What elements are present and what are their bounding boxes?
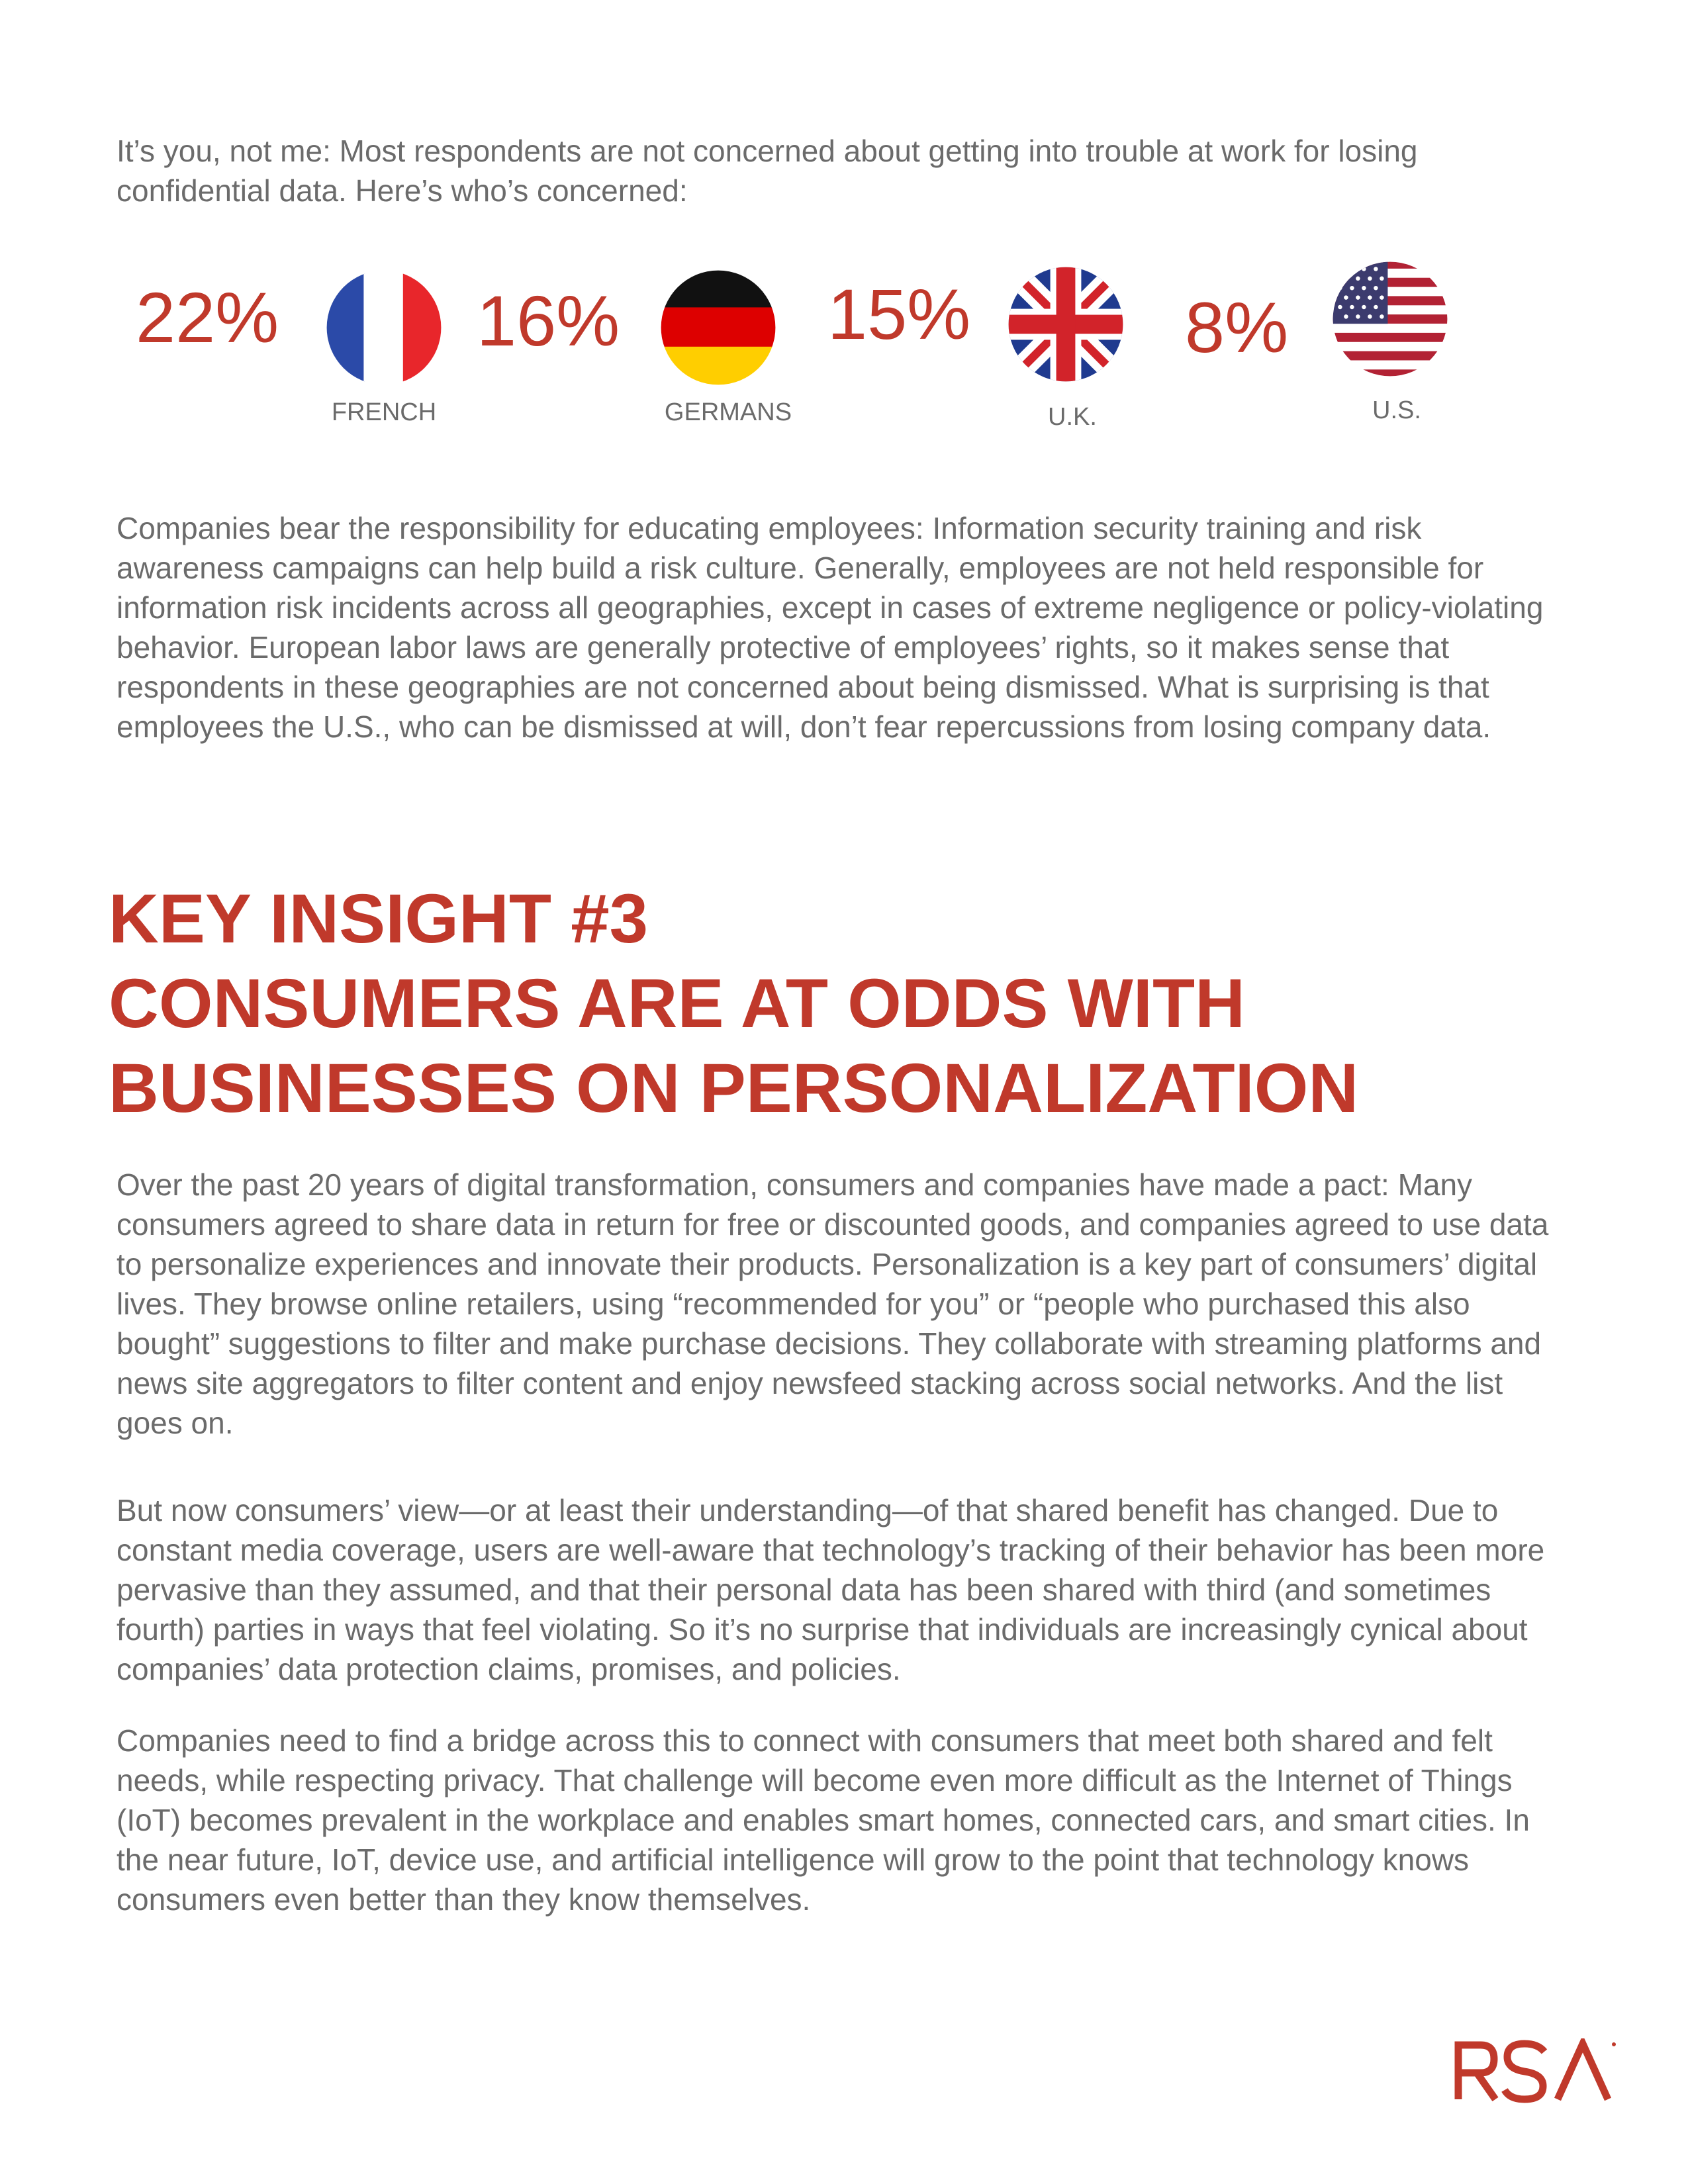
paragraph-digital-transformation: [117, 1165, 1560, 1443]
paragraph-responsibility: [117, 508, 1560, 747]
rsa-logo: [1453, 2038, 1618, 2105]
paragraph-3-text: But now consumers’ view—or at least their understanding—of that shared benefit has changed. Due to constant media coverage, users are well-aware that technology’s tracking of their behavior has been more pervasive than they assumed, and that their personal data has been shared with third (and sometimes fourth) parties in ways that feel violating. So it’s no surprise that individuals are increasingly cynical about companies’ data protection claims, promises, and policies.: [117, 1493, 1545, 1686]
paragraph-4-text: Companies need to find a bridge across this to connect with consumers that meet both shared and felt needs, while respecting privacy. That challenge will become even more difficult as the Internet of Things (IoT) becomes prevalent in the workplace and enables smart homes, connected cars, and smart cities. In the near future, IoT, device use, and artificial intelligence will grow to the point that technology knows consumers even better than they know themselves.: [117, 1723, 1530, 1917]
stat-percent-uk: 15%: [827, 274, 971, 354]
country-label-french: FRENCH: [331, 398, 437, 426]
france-flag-icon: [324, 268, 444, 387]
stat-percent-germans: 16%: [477, 281, 620, 361]
stat-percent-us: 8%: [1185, 287, 1289, 367]
country-label-us: U.S.: [1372, 396, 1421, 424]
intro-text: It’s you, not me: Most respondents are not concerned about getting into trouble at work for losing confidential data. Here’s who’s concerned:: [117, 134, 1418, 208]
paragraph-consumer-view: [117, 1490, 1560, 1689]
section-heading: [109, 877, 1631, 1131]
paragraph-bridge: [117, 1721, 1560, 1919]
heading-line-1: KEY INSIGHT #3: [109, 880, 648, 958]
uk-flag-icon: [1006, 265, 1125, 384]
us-flag-icon: [1331, 259, 1450, 379]
stat-percent-french: 22%: [136, 277, 279, 357]
paragraph-2-text: Over the past 20 years of digital transformation, consumers and companies have made a pact: Many consumers agreed to share data in return for free or discounted goods, and companies agreed to use data to personalize experiences and innovate their products. Personalization is a key part of consumers’ digital lives. They browse online retailers, using “recommended for you” or “people who purchased this also bought” suggestions to filter and make purchase decisions. They collaborate with streaming platforms and news site aggregators to filter content and enjoy newsfeed stacking across social networks. And the list goes on.: [117, 1167, 1549, 1440]
country-label-uk: U.K.: [1048, 403, 1097, 431]
germany-flag-icon: [659, 268, 778, 387]
country-label-germans: GERMANS: [664, 398, 792, 426]
heading-line-3: BUSINESSES ON PERSONALIZATION: [109, 1050, 1359, 1127]
heading-line-2: CONSUMERS ARE AT ODDS WITH: [109, 965, 1245, 1042]
paragraph-1-text: Companies bear the responsibility for educating employees: Information security training and risk awareness campaigns can help build a risk culture. Generally, employees are not held responsible for information risk incidents across all geographies, except in cases of extreme negligence or policy-violating behavior. European labor laws are generally protective of employees’ rights, so it makes sense that respondents in these geographies are not concerned about being dismissed. What is surprising is that employees the U.S., who can be dismissed at will, don’t fear repercussions from losing company data.: [117, 511, 1544, 744]
